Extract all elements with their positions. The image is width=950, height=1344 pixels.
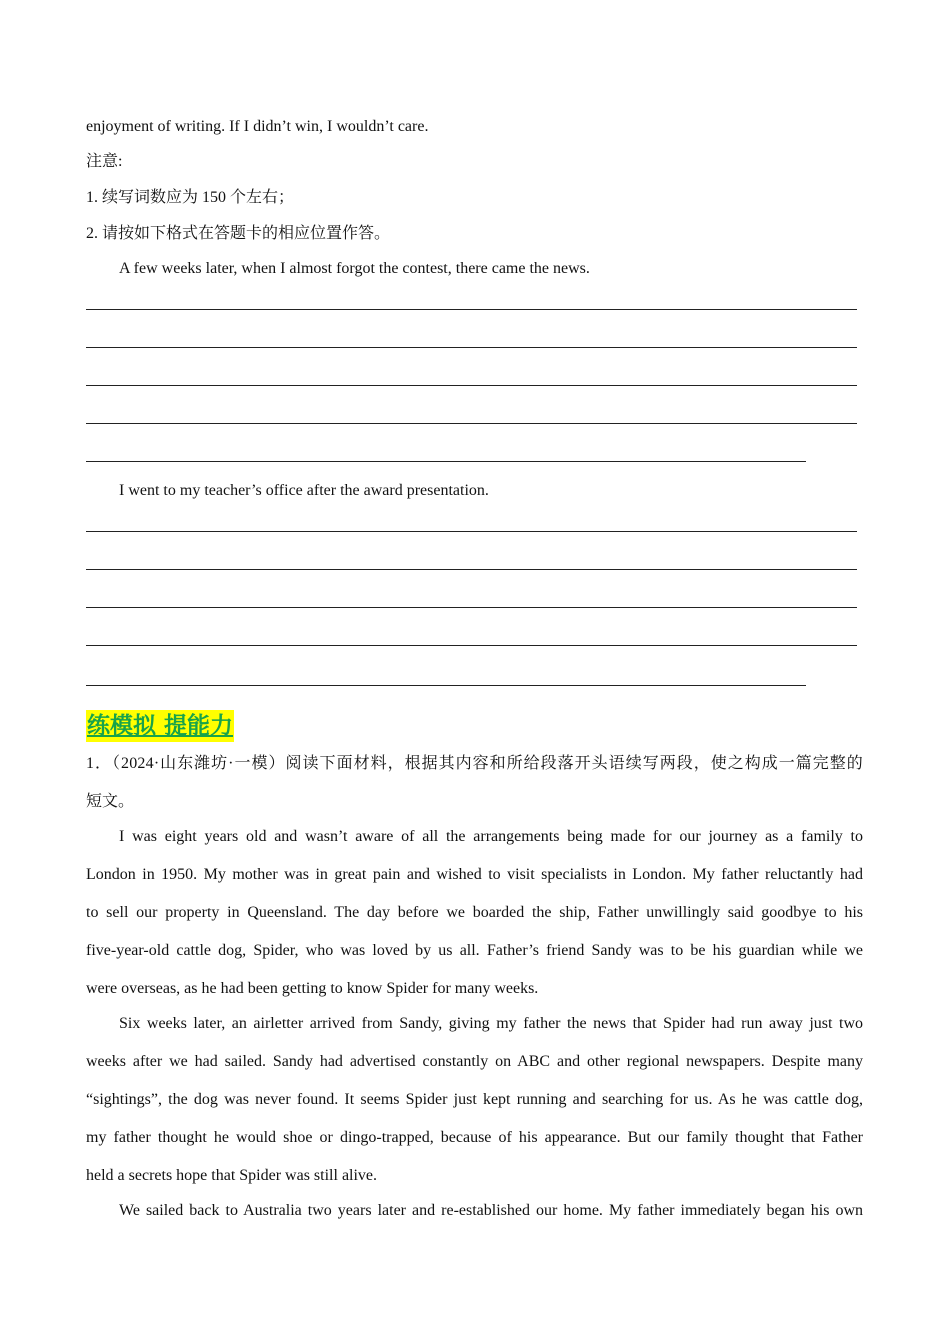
answer-line[interactable] bbox=[86, 347, 857, 348]
passage-line: weeks after we had sailed. Sandy had advertised constantly on ABC and other regional newspapers. Despite many bbox=[86, 1053, 863, 1070]
passage-line: “sightings”, the dog was never found. It seems Spider just kept running and searching for us. As he was cattle dog, bbox=[86, 1091, 863, 1108]
note-item: 2. 请按如下格式在答题卡的相应位置作答。 bbox=[86, 225, 391, 242]
passage-line: five-year-old cattle dog, Spider, who was loved by us all. Father’s friend Sandy was to be his guardian while we bbox=[86, 942, 863, 959]
passage-line: London in 1950. My mother was in great pain and wished to visit specialists in London. My father reluctantly had bbox=[86, 866, 863, 883]
passage-line: my father thought he would shoe or dingo-trapped, because of his appearance. But our family thought that Father bbox=[86, 1129, 863, 1146]
answer-line[interactable] bbox=[86, 569, 857, 570]
note-label: 注意: bbox=[86, 153, 123, 170]
answer-line[interactable] bbox=[86, 685, 806, 686]
paragraph-opener: I went to my teacher’s office after the award presentation. bbox=[119, 482, 489, 499]
question-line: 1．（2024·山东潍坊·一模）阅读下面材料，根据其内容和所给段落开头语续写两段，使之构成一篇完整的 bbox=[86, 755, 863, 772]
answer-line[interactable] bbox=[86, 531, 857, 532]
section-heading: 练模拟 提能力 bbox=[86, 710, 234, 742]
note-item: 1. 续写词数应为 150 个左右； bbox=[86, 189, 295, 206]
passage-line: were overseas, as he had been getting to know Spider for many weeks. bbox=[86, 980, 539, 997]
answer-line[interactable] bbox=[86, 607, 857, 608]
passage-line: Six weeks later, an airletter arrived from Sandy, giving my father the news that Spider had run away just two bbox=[119, 1015, 863, 1032]
passage-line: I was eight years old and wasn’t aware of all the arrangements being made for our journey as a family to bbox=[119, 828, 863, 845]
answer-line[interactable] bbox=[86, 645, 857, 646]
answer-line[interactable] bbox=[86, 461, 806, 462]
passage-line: We sailed back to Australia two years later and re-established our home. My father immediately began his own bbox=[119, 1202, 863, 1219]
question-line: 短文。 bbox=[86, 793, 135, 810]
text-line: enjoyment of writing. If I didn’t win, I wouldn’t care. bbox=[86, 118, 429, 135]
answer-line[interactable] bbox=[86, 309, 857, 310]
paragraph-opener: A few weeks later, when I almost forgot the contest, there came the news. bbox=[119, 260, 590, 277]
passage-line: to sell our property in Queensland. The day before we boarded the ship, Father unwillingly said goodbye to his bbox=[86, 904, 863, 921]
answer-line[interactable] bbox=[86, 423, 857, 424]
passage-line: held a secrets hope that Spider was still alive. bbox=[86, 1167, 378, 1184]
answer-line[interactable] bbox=[86, 385, 857, 386]
